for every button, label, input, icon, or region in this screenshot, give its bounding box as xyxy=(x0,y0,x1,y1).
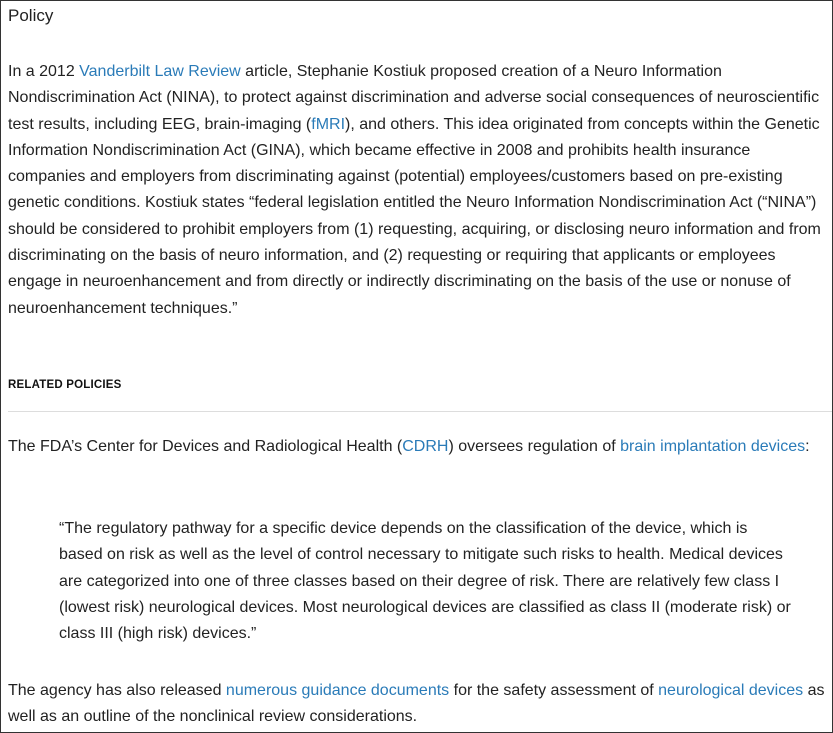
intro-text-2: article, Stephanie Kostiuk proposed creation of a Neuro Information Nondiscrimination Act (NINA), to protect against discrimination and adverse social consequences of neuroscientific test results, including EEG, brain-imaging ( xyxy=(8,63,820,133)
fmri-link[interactable]: fMRI xyxy=(311,115,346,133)
cdrh-link[interactable]: CDRH xyxy=(402,438,449,455)
divider xyxy=(8,411,833,412)
agency-text-3: as well as an outline of the nonclinical review considerations. xyxy=(8,682,825,726)
intro-text-3: ), and others. This idea originated from concepts within the Genetic Information Nondiscrimination Act (GINA), which became effective in 2008 and prohibits health insurance companies and employers from discriminating against (potential) employees/customers based on pre-existing genetic conditions. Kostiuk states “federal legislation entitled the Neuro Information Nondiscrimination Act (“NINA”) should be considered to prohibit employers from (1) requesting, acquiring, or disclosing neuro information and from discriminating on the basis of neuro information, and (2) requesting or requiring that applicants or employees engage in neuroenhancement and from directly or indirectly discriminating on the basis of the use or nonuse of neuroenhancement techniques.” xyxy=(8,115,821,317)
fda-quote: “The regulatory pathway for a specific device depends on the classification of the device, which is based on risk as well as the level of control necessary to mitigate such risks to health. Medical devices are categorized into one of three classes based on their degree of risk. There are relatively few class I (lowest risk) neurological devices. Most neurological devices are classified as class II (moderate risk) or class III (high risk) devices.” xyxy=(59,520,791,643)
fda-text-1: The FDA’s Center for Devices and Radiological Health ( xyxy=(8,438,403,455)
fda-paragraph xyxy=(8,434,828,460)
guidance-documents-link[interactable]: numerous guidance documents xyxy=(225,682,450,699)
vanderbilt-law-review-link[interactable]: Vanderbilt Law Review xyxy=(79,63,241,80)
agency-paragraph xyxy=(8,678,828,731)
fda-text-2: ) oversees regulation of xyxy=(448,438,621,455)
agency-text-1: The agency has also released xyxy=(8,682,226,699)
agency-text-2: for the safety assessment of xyxy=(449,682,659,699)
intro-paragraph xyxy=(8,59,828,322)
related-policies-heading: RELATED POLICIES xyxy=(8,379,122,391)
section-title: Policy xyxy=(8,6,54,25)
intro-text-1: In a 2012 xyxy=(8,63,80,80)
neurological-devices-link[interactable]: neurological devices xyxy=(658,682,804,699)
brain-implantation-devices-link[interactable]: brain implantation devices xyxy=(620,438,806,455)
fda-text-3: : xyxy=(805,438,810,455)
